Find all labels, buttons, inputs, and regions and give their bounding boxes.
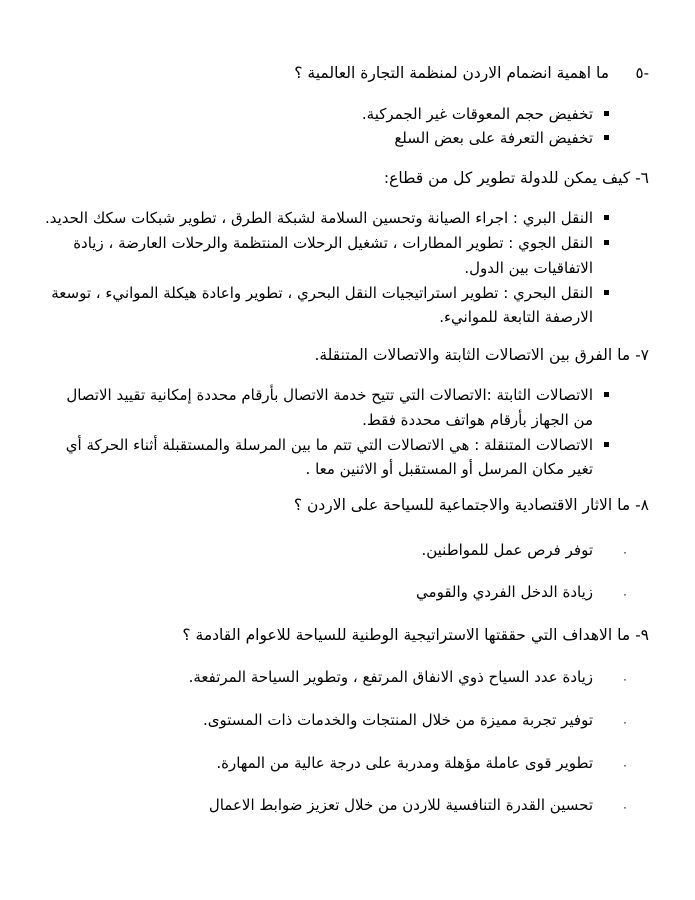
square-bullet-icon: [604, 111, 609, 116]
question-6-text: ٦- كيف يمكن للدولة تطوير كل من قطاع:: [383, 169, 649, 187]
square-bullet-icon: [604, 442, 609, 447]
answer-item: النقل البري : اجراء الصيانة وتحسين السلامة لشبكة الطرق ، تطوير شبكات سكك الحديد.: [44, 209, 593, 227]
question-9-text: ٩- ما الاهداف التي حققتها الاستراتيجية الوطنية للسياحة للاعوام القادمة ؟: [182, 626, 649, 644]
circle-bullet-icon: ٠: [622, 801, 628, 814]
answer-item: النقل البحري : تطوير استراتيجيات النقل البحري ، تطوير واعادة هيكلة الموانيء ، توسعة: [51, 284, 593, 302]
question-5-number: -٥: [635, 64, 649, 82]
answer-item: توفير تجربة مميزة من خلال المنتجات والخدمات ذات المستوى.: [203, 711, 593, 729]
square-bullet-icon: [604, 135, 609, 140]
answer-item: تطوير قوى عاملة مؤهلة ومدربة على درجة عالية من المهارة.: [216, 754, 593, 772]
answer-item: الاتصالات الثابتة :الاتصالات التي تتيح خدمة الاتصال بأرقام محددة إمكانية تقييد الاتصال: [66, 386, 593, 404]
square-bullet-icon: [604, 392, 609, 397]
question-5-text: ما اهمية انضمام الاردن لمنظمة التجارة العالمية ؟: [294, 64, 609, 82]
answer-item-continuation: تغير مكان المرسل أو المستقبل أو الاثنين معا .: [305, 460, 593, 478]
circle-bullet-icon: ٠: [622, 716, 628, 729]
circle-bullet-icon: ٠: [622, 588, 628, 601]
answer-item-continuation: الارصفة التابعة للموانيء.: [439, 308, 593, 326]
answer-item: تحسين القدرة التنافسية للاردن من خلال تعزيز ضوابط الاعمال: [208, 796, 593, 814]
circle-bullet-icon: ٠: [622, 759, 628, 772]
answer-item: تخفيض حجم المعوقات غير الجمركية.: [361, 105, 593, 123]
answer-item: تخفيض التعرفة على بعض السلع: [394, 129, 593, 147]
square-bullet-icon: [604, 215, 609, 220]
square-bullet-icon: [604, 290, 609, 295]
answer-item: زيادة الدخل الفردي والقومي: [416, 583, 593, 601]
answer-item: زيادة عدد السياح ذوي الانفاق المرتفع ، وتطوير السياحة المرتفعة.: [188, 668, 593, 686]
answer-item: الاتصالات المتنقلة : هي الاتصالات التي تتم ما بين المرسلة والمستقبلة أثناء الحركة أي: [65, 436, 593, 454]
answer-item-continuation: الاتفاقيات بين الدول.: [464, 259, 593, 277]
answer-item: توفر فرص عمل للمواطنين.: [421, 541, 593, 559]
square-bullet-icon: [604, 240, 609, 245]
question-8-text: ٨- ما الاثار الاقتصادية والاجتماعية للسياحة على الاردن ؟: [293, 496, 649, 514]
answer-item-continuation: من الجهاز بأرقام هواتف محددة فقط.: [362, 411, 593, 429]
answer-item: النقل الجوي : تطوير المطارات ، تشغيل الرحلات المنتظمة والرحلات العارضة ، زيادة: [73, 234, 593, 252]
circle-bullet-icon: ٠: [622, 673, 628, 686]
question-7-text: ٧- ما الفرق بين الاتصالات الثابتة والاتصالات المتنقلة.: [314, 346, 649, 364]
circle-bullet-icon: ٠: [622, 546, 628, 559]
